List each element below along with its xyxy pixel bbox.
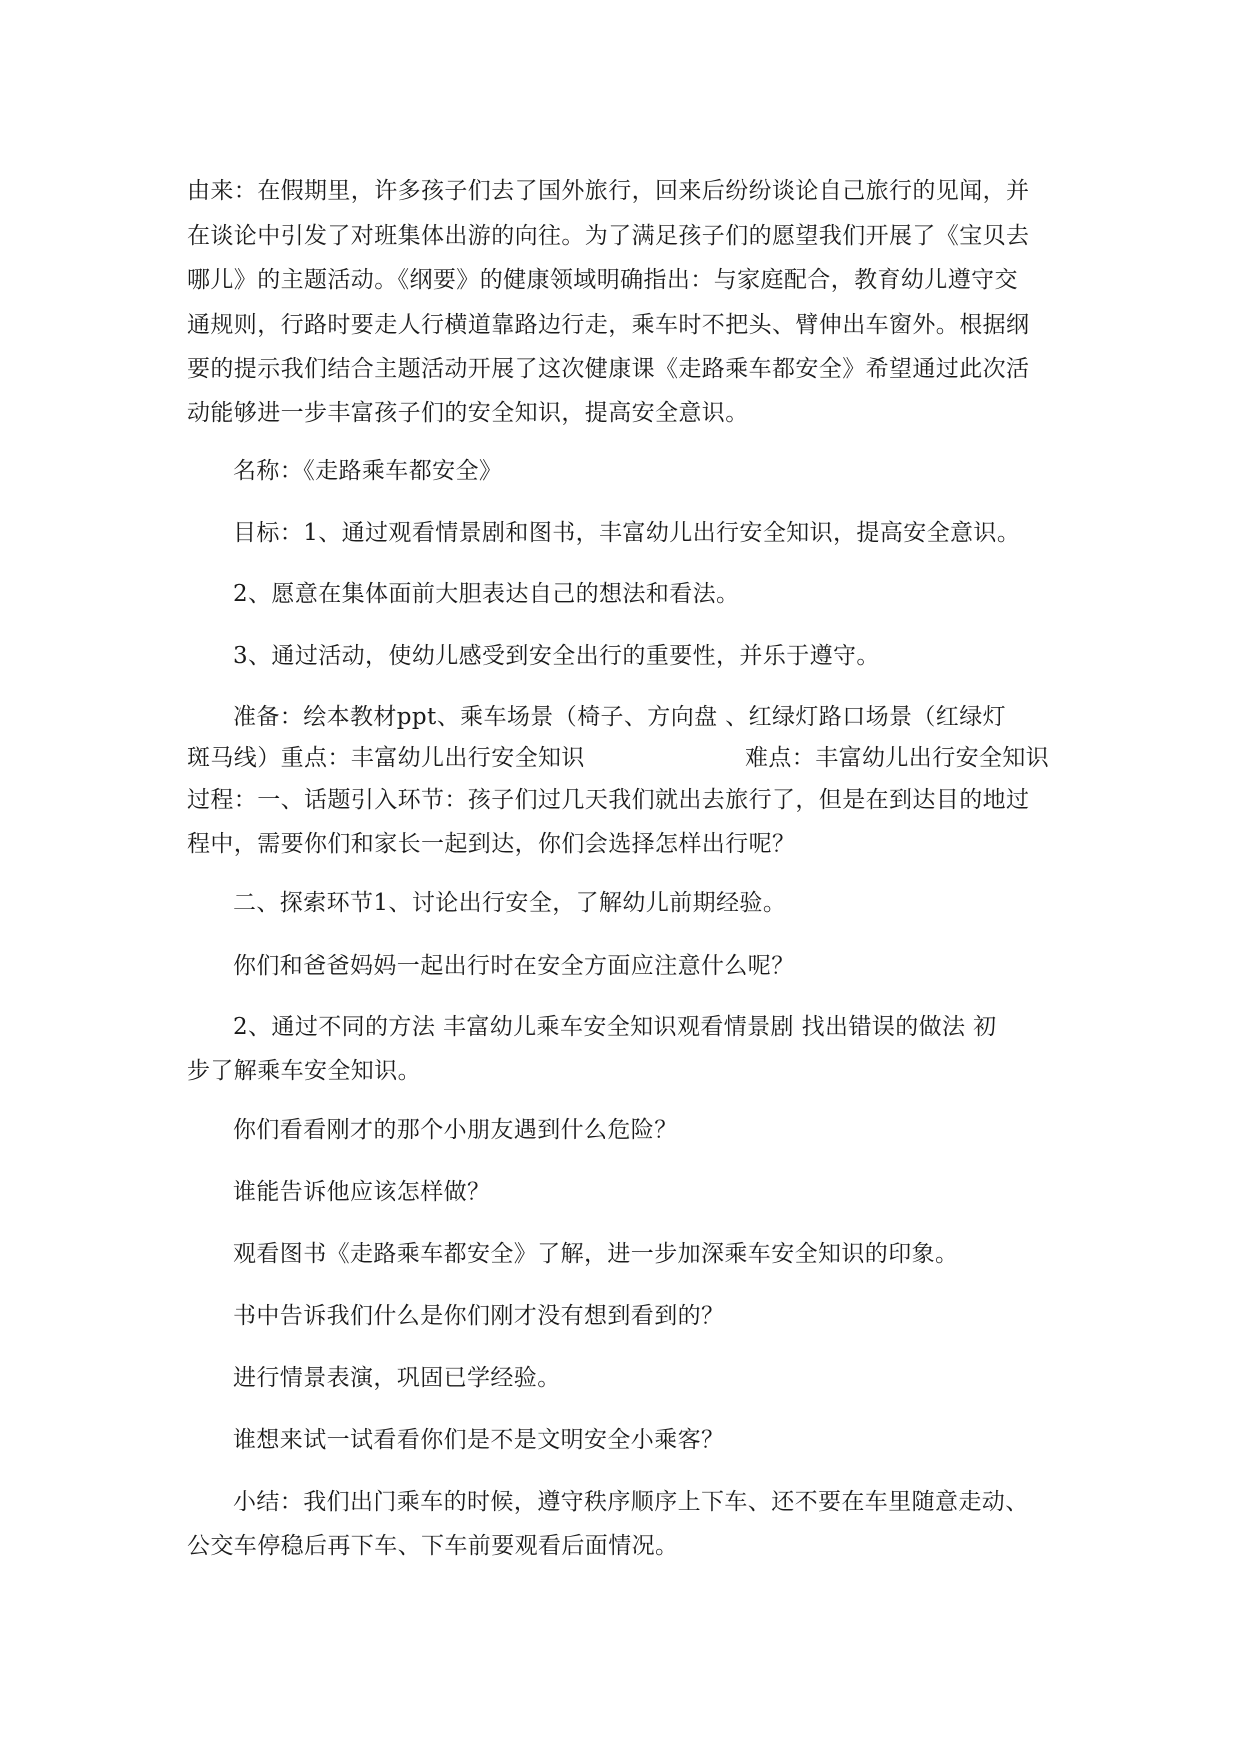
goal-1: 目标：1、通过观看情景剧和图书，丰富幼儿出行安全知识，提高安全意识。 [233, 520, 1021, 546]
book-line: 观看图书《走路乘车都安全》了解，进一步加深乘车安全知识的印象。 [233, 1241, 959, 1267]
difficult-point: 难点：丰富幼儿出行安全知识 [745, 745, 1050, 771]
summary-line-2: 公交车停稳后再下车、下车前要观看后面情况。 [187, 1533, 679, 1559]
question-try: 谁想来试一试看看你们是不是文明安全小乘客？ [233, 1427, 725, 1453]
goal-2: 2、愿意在集体面前大胆表达自己的想法和看法。 [233, 581, 740, 607]
intro-line-3: 哪儿》的主题活动。《纲要》的健康领域明确指出：与家庭配合，教育幼儿遵守交 [187, 267, 1018, 293]
intro-line-2: 在谈论中引发了对班集体出游的向往。为了满足孩子们的愿望我们开展了《宝贝去 [187, 223, 1030, 249]
explore-question-1: 你们和爸爸妈妈一起出行时在安全方面应注意什么呢？ [233, 953, 795, 979]
explore-step-2-line-1: 2、通过不同的方法 丰富幼儿乘车安全知识观看情景剧 找出错误的做法 初 [233, 1014, 997, 1040]
explore-step-1: 二、探索环节1、讨论出行安全，了解幼儿前期经验。 [233, 890, 787, 916]
goal-3: 3、通过活动，使幼儿感受到安全出行的重要性，并乐于遵守。 [233, 643, 880, 669]
intro-line-1: 由来：在假期里，许多孩子们去了国外旅行，回来后纷纷谈论自己旅行的见闻，并 [187, 178, 1030, 204]
explore-step-2-line-2: 步了解乘车安全知识。 [187, 1058, 421, 1084]
question-who: 谁能告诉他应该怎样做？ [233, 1179, 491, 1205]
process-line-1: 过程：一、话题引入环节：孩子们过几天我们就出去旅行了，但是在到达目的地过 [187, 787, 1030, 813]
question-book: 书中告诉我们什么是你们刚才没有想到看到的？ [233, 1303, 725, 1329]
question-danger: 你们看看刚才的那个小朋友遇到什么危险？ [233, 1117, 678, 1143]
activity-name: 名称：《走路乘车都安全》 [233, 458, 503, 484]
key-point: 斑马线）重点：丰富幼儿出行安全知识 [187, 745, 585, 771]
intro-line-6: 动能够进一步丰富孩子们的安全知识，提高安全意识。 [187, 400, 749, 426]
intro-line-4: 通规则，行路时要走人行横道靠路边行走，乘车时不把头、臂伸出车窗外。根据纲 [187, 312, 1030, 338]
perform-line: 进行情景表演，巩固已学经验。 [233, 1365, 561, 1391]
intro-line-5: 要的提示我们结合主题活动开展了这次健康课《走路乘车都安全》希望通过此次活 [187, 356, 1030, 382]
preparation-line-2 [187, 743, 1050, 773]
process-line-2: 程中，需要你们和家长一起到达，你们会选择怎样出行呢？ [187, 831, 796, 857]
preparation-line-1: 准备：绘本教材ppt、乘车场景（椅子、方向盘 、红绿灯路口场景（红绿灯 [233, 704, 1006, 730]
summary-line-1: 小结：我们出门乘车的时候，遵守秩序顺序上下车、还不要在车里随意走动、 [233, 1489, 1029, 1515]
